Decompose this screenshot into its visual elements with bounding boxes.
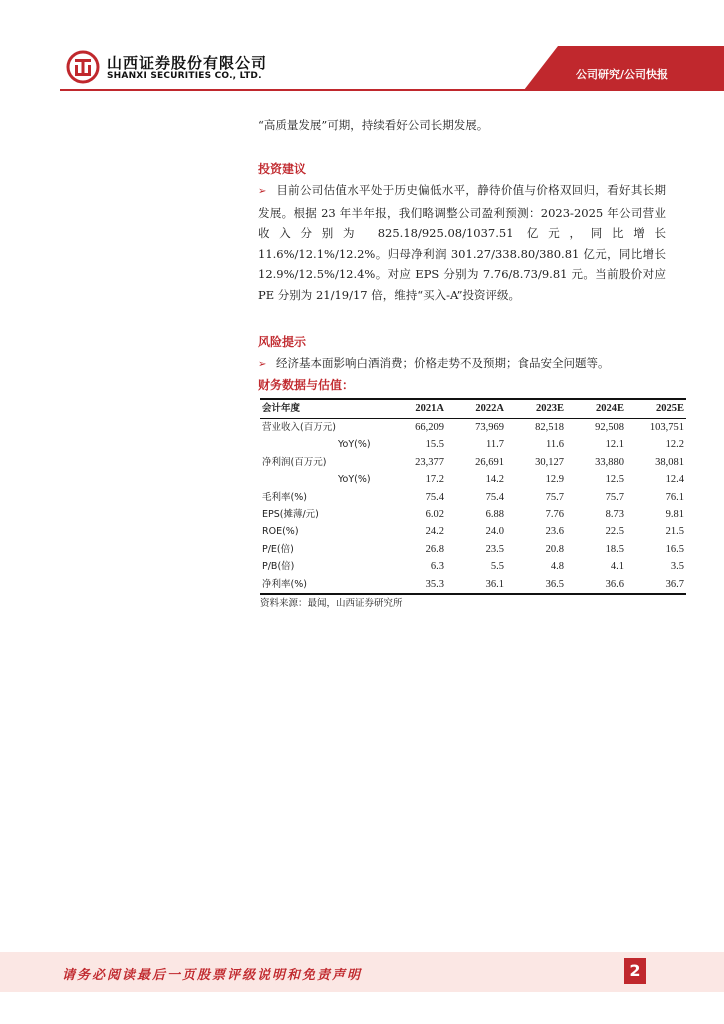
table-cell: 12.9 xyxy=(545,474,564,486)
table-cell: 24.0 xyxy=(485,526,504,538)
table-cell: 75.4 xyxy=(425,491,444,503)
row-label: 净利率(%) xyxy=(260,576,386,594)
table-cell: 11.7 xyxy=(486,439,504,451)
table-header-row xyxy=(260,399,686,419)
table-cell: 23.6 xyxy=(545,526,564,538)
page-header xyxy=(0,0,724,90)
table-cell: 9.81 xyxy=(665,509,684,521)
table-cell: 82,518 xyxy=(535,422,564,433)
table-cell: 6.3 xyxy=(430,561,444,573)
row-label: 毛利率(%) xyxy=(262,491,307,503)
header-divider xyxy=(60,89,724,91)
table-cell: 3.5 xyxy=(670,561,684,573)
risk-paragraph xyxy=(258,353,666,376)
report-type-label: 公司研究/公司快报 xyxy=(575,68,668,81)
row-label: 净利润(百万元) xyxy=(262,456,327,468)
company-name-cn: 山西证券股份有限公司 xyxy=(107,54,268,72)
table-cell: 22.5 xyxy=(605,526,624,538)
table-cell: 33,880 xyxy=(595,456,624,468)
risk-section-title: 风险提示 xyxy=(258,335,307,349)
table-cell: 12.1 xyxy=(605,439,624,451)
table-cell: 8.73 xyxy=(605,509,624,521)
table-row xyxy=(260,419,686,437)
table-row xyxy=(260,454,686,471)
table-cell: 24.2 xyxy=(425,526,444,538)
page-number: 2 xyxy=(624,958,646,984)
row-label: ROE(%) xyxy=(262,526,299,538)
table-row xyxy=(260,471,686,488)
row-label: 营业收入(百万元) xyxy=(262,422,336,433)
investment-section-title: 投资建议 xyxy=(258,162,307,176)
table-cell: 6.88 xyxy=(485,509,504,521)
table-cell: 30,127 xyxy=(535,456,564,468)
table-cell: 14.2 xyxy=(485,474,504,486)
investment-text: 目前公司估值水平处于历史偏低水平，静待价值与价格双回归，看好其长期发展。根据 23 年半年报，我们略调整公司盈利预测：2023-2025 年公司营业收入分别为 825.18/925.08/1037.51 亿元，同比增长 11.6%/12.1%/12.2%。归母净利润 301.27/338.80/380.81 亿元，同比增长 12.9%/12.5%/12.4%。对应 EPS 分别为 7.76/8.73/9.81 元。当前股价对应 PE 分别为 21/19/17 倍，维持“买入-A”投资评级。 xyxy=(258,183,666,302)
table-cell: 26.8 xyxy=(425,543,444,555)
table-header-cell: 会计年度 xyxy=(260,399,386,419)
table-row xyxy=(260,506,686,523)
table-cell: 7.76 xyxy=(545,509,564,521)
table-cell: 75.7 xyxy=(545,491,564,503)
disclaimer-notice: 请务必阅读最后一页股票评级说明和免责声明 xyxy=(62,968,363,983)
financial-table-title: 财务数据与估值： xyxy=(258,378,355,392)
table-header-cell: 2024E xyxy=(566,399,626,419)
table-cell: 66,209 xyxy=(415,422,444,433)
arrow-bullet-icon: ➢ xyxy=(258,359,267,370)
table-cell: 75.4 xyxy=(485,491,504,503)
table-cell: 16.5 xyxy=(665,543,684,555)
table-cell: 23,377 xyxy=(415,456,444,468)
row-label: YoY(%) xyxy=(338,474,371,486)
table-row xyxy=(260,541,686,558)
table-cell: 12.4 xyxy=(665,474,684,486)
table-cell: 35.3 xyxy=(386,576,446,594)
shanxi-securities-logo-icon xyxy=(66,50,100,84)
company-name-en: SHANXI SECURITIES CO., LTD. xyxy=(107,71,262,81)
table-header-cell: 2023E xyxy=(506,399,566,419)
table-header-cell: 2021A xyxy=(386,399,446,419)
table-cell: 36.6 xyxy=(566,576,626,594)
row-label: P/B(倍) xyxy=(262,561,295,573)
row-label: P/E(倍) xyxy=(262,543,294,555)
table-cell: 21.5 xyxy=(665,526,684,538)
table-cell: 76.1 xyxy=(665,491,684,503)
table-row xyxy=(260,523,686,540)
table-cell: 5.5 xyxy=(490,561,504,573)
table-cell: 12.2 xyxy=(665,439,684,451)
table-cell: 4.1 xyxy=(610,561,624,573)
table-row xyxy=(260,489,686,506)
table-cell: 36.1 xyxy=(446,576,506,594)
table-cell: 23.5 xyxy=(485,543,504,555)
table-cell: 75.7 xyxy=(605,491,624,503)
table-row xyxy=(260,558,686,575)
table-cell: 103,751 xyxy=(649,422,684,433)
table-cell: 92,508 xyxy=(595,422,624,433)
table-cell: 15.5 xyxy=(425,439,444,451)
table-cell: 4.8 xyxy=(550,561,564,573)
table-cell: 36.5 xyxy=(506,576,566,594)
table-cell: 26,691 xyxy=(475,456,504,468)
arrow-bullet-icon: ➢ xyxy=(258,186,267,197)
table-cell: 18.5 xyxy=(605,543,624,555)
table-row xyxy=(260,576,686,594)
table-header-cell: 2025E xyxy=(626,399,686,419)
table-row xyxy=(260,436,686,453)
table-source-note: 资料来源：最闻，山西证券研究所 xyxy=(260,598,403,609)
investment-paragraph xyxy=(258,180,666,305)
table-header-cell: 2022A xyxy=(446,399,506,419)
table-cell: 11.6 xyxy=(546,439,564,451)
row-label: YoY(%) xyxy=(338,439,371,451)
table-cell: 6.02 xyxy=(425,509,444,521)
risk-text: 经济基本面影响白酒消费；价格走势不及预期；食品安全问题等。 xyxy=(276,356,610,370)
table-cell: 12.5 xyxy=(605,474,624,486)
table-cell: 38,081 xyxy=(655,456,684,468)
table-cell: 73,969 xyxy=(475,422,504,433)
page-footer xyxy=(0,952,724,992)
table-cell: 36.7 xyxy=(626,576,686,594)
intro-paragraph xyxy=(258,115,666,136)
table-cell: 17.2 xyxy=(425,474,444,486)
table-cell: 20.8 xyxy=(545,543,564,555)
row-label: EPS(摊薄/元) xyxy=(262,509,319,521)
intro-text: “高质量发展”可期，持续看好公司长期发展。 xyxy=(258,118,489,132)
financial-table xyxy=(260,398,686,595)
